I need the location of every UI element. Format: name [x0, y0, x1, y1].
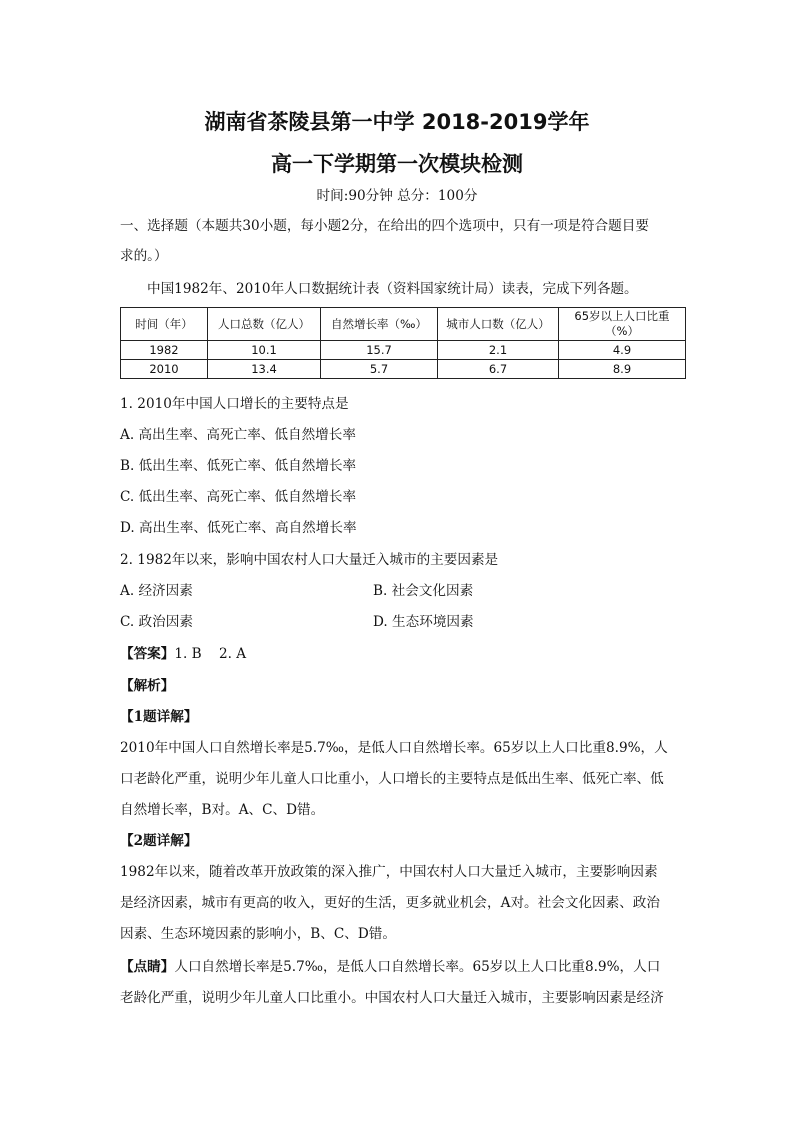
table-header-cell: 人口总数（亿人） [208, 308, 321, 341]
table-cell: 5.7 [321, 360, 438, 379]
answer-text: 1. B 2. A [174, 646, 247, 662]
table-cell: 13.4 [208, 360, 321, 379]
analysis-label: 【解析】 [120, 678, 175, 694]
answer-line [120, 645, 680, 663]
table-cell: 4.9 [559, 341, 686, 360]
tip-text: 人口自然增长率是5.7‰，是低人口自然增长率。65岁以上人口比重8.9%，人口 [174, 959, 661, 975]
analysis-text: 口老龄化严重，说明少年儿童人口比重小，人口增长的主要特点是低出生率、低死亡率、低 [120, 771, 664, 787]
table-header-cell: 65岁以上人口比重（%） [559, 308, 686, 341]
answer-option: B. 低出生率、低死亡率、低自然增长率 [120, 458, 357, 474]
tip-label: 【点睛】 [120, 959, 175, 975]
table-cell: 6.7 [438, 360, 559, 379]
answer-option: C. 低出生率、高死亡率、低自然增长率 [120, 489, 357, 505]
analysis-text: 因素、生态环境因素的影响小，B、C、D错。 [120, 926, 396, 942]
table-cell: 2.1 [438, 341, 559, 360]
table-cell: 15.7 [321, 341, 438, 360]
table-row [121, 360, 686, 379]
answer-option: D. 生态环境因素 [373, 614, 474, 630]
tip-line [120, 958, 680, 976]
table-header-cell: 城市人口数（亿人） [438, 308, 559, 341]
question-stem: 1. 2010年中国人口增长的主要特点是 [120, 396, 349, 412]
document-subtitle: 高一下学期第一次模块检测 [271, 152, 523, 176]
population-table [120, 307, 686, 379]
analysis-text: 自然增长率，B对。A、C、D错。 [120, 802, 325, 818]
table-cell: 2010 [121, 360, 208, 379]
answer-option: C. 政治因素 [120, 614, 193, 630]
q2-analysis-label: 【2题详解】 [120, 833, 198, 849]
answer-label: 【答案】 [120, 646, 175, 662]
answer-option: A. 经济因素 [120, 583, 193, 599]
analysis-text: 1982年以来，随着改革开放政策的深入推广，中国农村人口大量迁入城市，主要影响因素 [120, 864, 658, 880]
exam-info: 时间:90分钟 总分：100分 [316, 188, 478, 204]
analysis-text: 是经济因素，城市有更高的收入，更好的生活，更多就业机会，A对。社会文化因素、政治 [120, 895, 660, 911]
table-row [121, 341, 686, 360]
answer-option: B. 社会文化因素 [373, 583, 474, 599]
table-cell: 10.1 [208, 341, 321, 360]
section-heading: 一、选择题（本题共30小题，每小题2分，在给出的四个选项中，只有一项是符合题目要 [120, 218, 649, 234]
table-intro: 中国1982年、2010年人口数据统计表（资料国家统计局）读表，完成下列各题。 [147, 281, 638, 297]
question-stem: 2. 1982年以来，影响中国农村人口大量迁入城市的主要因素是 [120, 552, 499, 568]
answer-option: A. 高出生率、高死亡率、低自然增长率 [120, 427, 356, 443]
table-header-row [121, 308, 686, 341]
table-header-cell: 时间（年） [121, 308, 208, 341]
tip-text: 老龄化严重，说明少年儿童人口比重小。中国农村人口大量迁入城市，主要影响因素是经济 [120, 990, 664, 1006]
document-title: 湖南省茶陵县第一中学 2018-2019学年 [204, 110, 590, 134]
answer-option: D. 高出生率、低死亡率、高自然增长率 [120, 520, 357, 536]
analysis-text: 2010年中国人口自然增长率是5.7‰，是低人口自然增长率。65岁以上人口比重8.9%，人 [120, 740, 668, 756]
table-cell: 1982 [121, 341, 208, 360]
section-heading-cont: 求的。） [120, 248, 168, 264]
table-header-cell: 自然增长率（‰） [321, 308, 438, 341]
table-cell: 8.9 [559, 360, 686, 379]
q1-analysis-label: 【1题详解】 [120, 709, 198, 725]
